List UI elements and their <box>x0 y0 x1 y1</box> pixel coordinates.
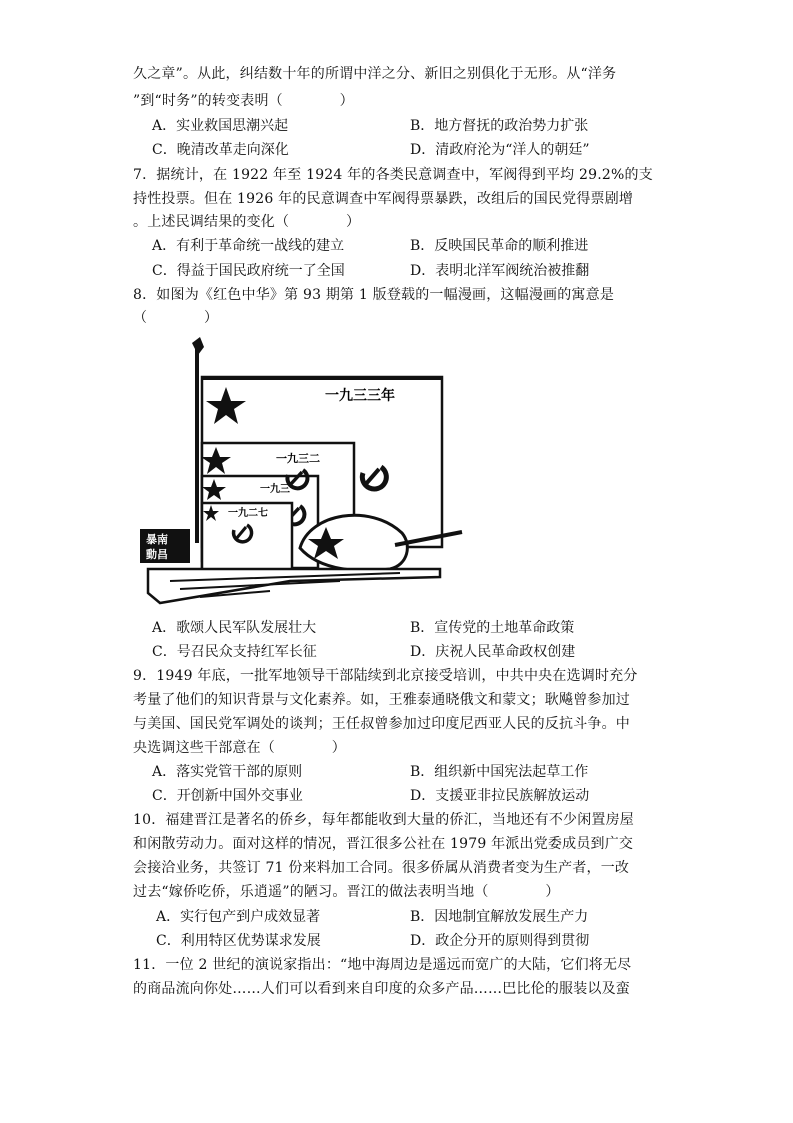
q9-stem-line-1: 9．1949 年底，一批军地领导干部陆续到北京接受培训，中共中央在选调时充分 <box>133 668 638 684</box>
cartoon-figure <box>140 333 468 611</box>
q10-option-a[interactable]: A．实行包产到户成效显著 <box>156 909 321 925</box>
q11-stem-line-1: 11．一位 2 世纪的演说家指出：“地中海周边是遥远而宽广的大陆，它们将无尽 <box>133 957 632 973</box>
q9-stem-line-2: 考量了他们的知识背景与文化素养。如，王雅泰通晓俄文和蒙文；耿飚曾参加过 <box>133 692 630 708</box>
q7-stem-line-1: 7．据统计，在 1922 年至 1924 年的各类民意调查中，军阀得到平均 29.2%的支 <box>133 167 653 183</box>
q8-option-b[interactable]: B．宣传党的土地革命政策 <box>410 620 575 636</box>
flag-1932-label: 一九三二 <box>276 452 320 465</box>
q9-option-b[interactable]: B．组织新中国宪法起草工作 <box>410 764 589 780</box>
q8-stem-line-2: （ ） <box>133 310 219 326</box>
q10-stem-line-4: 过去“嫁侨吃侨，乐逍遥”的陋习。晋江的做法表明当地（ ） <box>133 884 560 900</box>
q7-stem-line-2: 持性投票。但在 1926 年的民意调查中军阀得票暴跌，改组后的国民党得票剧增 <box>133 191 634 207</box>
pole-top <box>192 337 204 355</box>
flag-1931-label: 一九三一 <box>260 484 300 495</box>
q10-option-b[interactable]: B．因地制宜解放发展生产力 <box>410 909 589 925</box>
q6-option-b[interactable]: B．地方督抚的政治势力扩张 <box>410 118 589 134</box>
flag-1933-label: 一九三三年 <box>325 388 395 404</box>
q10-stem-line-1: 10．福建晋江是著名的侨乡，每年都能收到大量的侨汇，当地还有不少闲置房屋 <box>133 812 635 828</box>
q10-stem-line-2: 和闲散劳动力。面对这样的情况，晋江很多公社在 1979 年派出党委成员到广交 <box>133 836 634 852</box>
q9-option-c[interactable]: C．开创新中国外交事业 <box>152 788 303 804</box>
q9-stem-line-3: 与美国、国民党军调处的谈判；王任叔曾参加过印度尼西亚人民的反抗斗争。中 <box>133 716 630 732</box>
q6-option-d[interactable]: D．清政府沦为“洋人的朝廷” <box>410 142 590 158</box>
flag-1927-label: 一九二七 <box>228 508 268 519</box>
q11-stem-line-2: 的商品流向你处……人们可以看到来自印度的众多产品……巴比伦的服装以及蛮 <box>133 981 630 997</box>
q10-option-d[interactable]: D．政企分开的原则得到贯彻 <box>410 933 590 949</box>
q6-stem-line-2: ”到“时务”的转变表明（ ） <box>133 93 354 109</box>
q8-option-a[interactable]: A．歌颂人民军队发展壮大 <box>152 620 317 636</box>
sign-line-2: 動昌 <box>146 548 168 561</box>
q6-option-a[interactable]: A．实业救国思潮兴起 <box>152 118 289 134</box>
q6-stem-line-1: 久之章”。从此，纠结数十年的所谓中洋之分、新旧之别俱化于无形。从“洋务 <box>133 66 617 82</box>
q6-option-c[interactable]: C．晚清改革走向深化 <box>152 142 289 158</box>
q9-option-a[interactable]: A．落实党管干部的原则 <box>152 764 303 780</box>
q8-stem-line-1: 8．如图为《红色中华》第 93 期第 1 版登载的一幅漫画，这幅漫画的寓意是 <box>133 287 615 303</box>
q7-option-a[interactable]: A．有利于革命统一战线的建立 <box>152 238 345 254</box>
q7-stem-line-3: 。上述民调结果的变化（ ） <box>133 214 361 230</box>
q7-option-b[interactable]: B．反映国民革命的顺利推进 <box>410 238 589 254</box>
q9-stem-line-4: 央选调这些干部意在（ ） <box>133 740 346 756</box>
q10-option-c[interactable]: C．利用特区优势谋求发展 <box>156 933 321 949</box>
q8-option-c[interactable]: C．号召民众支持红军长征 <box>152 644 317 660</box>
sign-line-1: 暴南 <box>146 533 168 546</box>
q8-option-d[interactable]: D．庆祝人民革命政权创建 <box>410 644 576 660</box>
q10-stem-line-3: 会接洽业务，共签订 71 份来料加工合同。很多侨属从消费者变为生产者，一改 <box>133 860 630 876</box>
q7-option-d[interactable]: D．表明北洋军阀统治被推翻 <box>410 263 590 279</box>
q9-option-d[interactable]: D．支援亚非拉民族解放运动 <box>410 788 590 804</box>
q7-option-c[interactable]: C．得益于国民政府统一了全国 <box>152 263 345 279</box>
